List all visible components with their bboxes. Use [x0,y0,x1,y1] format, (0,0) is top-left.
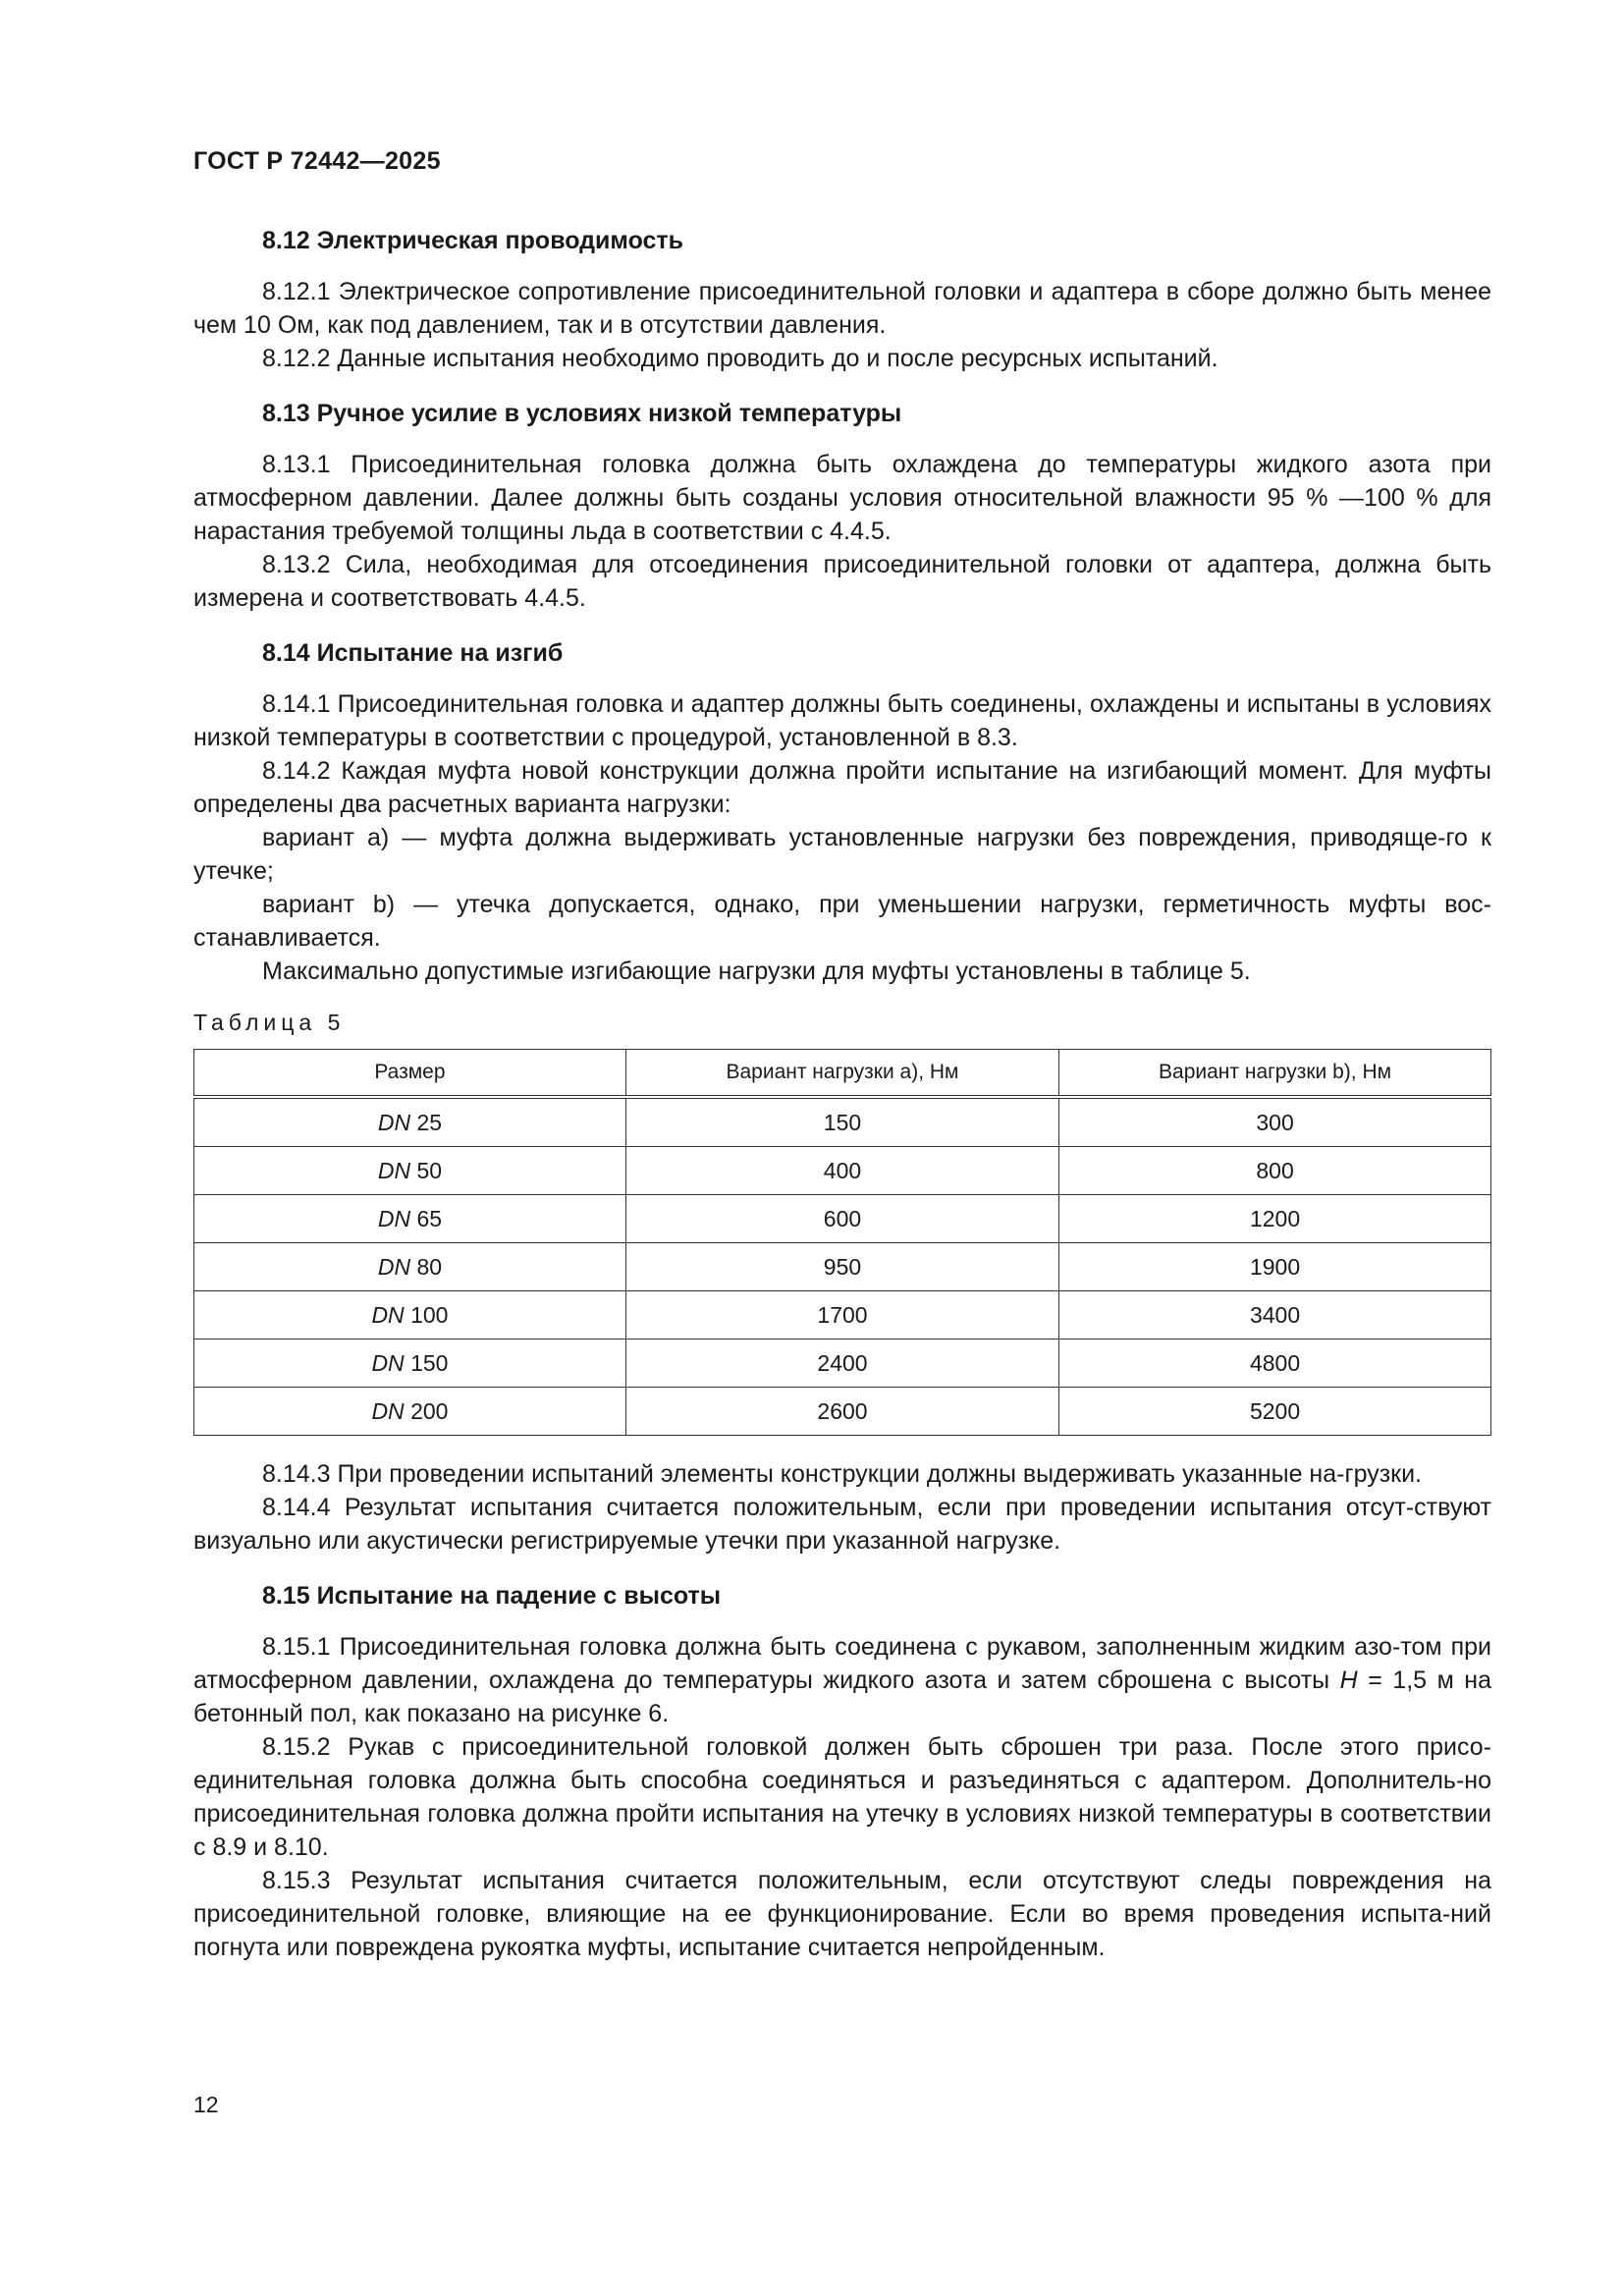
paragraph: 8.12.2 Данные испытания необходимо проводить до и после ресурсных испытаний. [262,345,1218,372]
variant-a-cell: 600 [625,1195,1058,1243]
section-8-14 [193,636,1491,1558]
variant-b-cell: 300 [1059,1097,1491,1147]
paragraph: 8.13.2 Сила, необходимая для отсоединения присоединительной головки от адаптера, должна быть измерена и соответствовать 4.4.5. [193,551,1491,612]
table-row [194,1195,1491,1243]
paragraph-text: 8.15.1 Присоединительная головка должна быть соединена с рукавом, заполненным жидким азо-том при атмосферном давлении, охлаждена до температуры жидкого азота и затем сброшена с высоты [193,1633,1491,1694]
table-caption: Таблица 5 [193,1010,346,1035]
paragraph: вариант а) — муфта должна выдерживать установленные нагрузки без повреждения, приводяще-го к утечке; [193,824,1491,885]
section-title: 8.14 Испытание на изгиб [262,639,564,667]
load-table [193,1049,1491,1436]
table-row [194,1243,1491,1291]
paragraph: 8.14.1 Присоединительная головка и адаптер должны быть соединены, охлаждены и испытаны в условиях низкой температуры в соответствии с процедурой, установленной в 8.3. [193,690,1491,751]
paragraph: 8.12.1 Электрическое сопротивление присоединительной головки и адаптера в сборе должно быть менее чем 10 Ом, как под давлением, так и в отсутствии давления. [193,278,1491,339]
variant-b-cell: 3400 [1059,1291,1491,1339]
dn-label: DN [377,1253,411,1280]
section-title: 8.15 Испытание на падение с высоты [262,1582,722,1610]
variant-b-cell: 1200 [1059,1195,1491,1243]
size-cell [194,1195,626,1243]
table-row [194,1147,1491,1195]
variant-b-cell: 1900 [1059,1243,1491,1291]
size-value: 150 [410,1349,449,1376]
section-title: 8.13 Ручное усилие в условиях низкой температуры [262,400,902,427]
column-header-variant-b: Вариант нагрузки b), Нм [1059,1050,1491,1098]
table-row [194,1097,1491,1147]
variant-a-cell: 400 [625,1147,1058,1195]
variant-a-cell: 1700 [625,1291,1058,1339]
page-number: 12 [193,2092,219,2117]
dn-label: DN [371,1301,405,1328]
size-cell [194,1339,626,1388]
paragraph: вариант b) — утечка допускается, однако, при уменьшении нагрузки, герметичность муфты вос-станавливается. [193,891,1491,952]
section-8-13 [193,397,1491,615]
dn-label: DN [377,1157,411,1183]
paragraph: Максимально допустимые изгибающие нагрузки для муфты установлены в таблице 5. [262,957,1251,985]
paragraph: 8.15.3 Результат испытания считается положительным, если отсутствуют следы повреждения на присоединительной головке, влияющие на ее функционирование. Если во время проведения испыта-ний погнута или повреждена рукоятка муфты, испытание считается непройденным. [193,1867,1491,1961]
paragraph: 8.14.3 При проведении испытаний элементы конструкции должны выдерживать указанные на-грузки. [262,1460,1423,1488]
variant-b-cell: 5200 [1059,1388,1491,1436]
table-row [194,1291,1491,1339]
size-value: 80 [416,1253,443,1280]
size-value: 100 [410,1301,449,1328]
size-value: 25 [416,1109,443,1135]
paragraph: 8.13.1 Присоединительная головка должна быть охлаждена до температуры жидкого азота при атмосферном давлении. Далее должны быть созданы условия относительной влажности 95 % —100 % для нарастания требуемой толщины льда в соответствии с 4.4.5. [193,451,1491,545]
paragraph [193,1630,1491,1730]
size-value: 200 [410,1397,449,1424]
dn-label: DN [371,1349,405,1376]
variant-a-cell: 950 [625,1243,1058,1291]
size-cell [194,1388,626,1436]
table-row [194,1339,1491,1388]
size-cell [194,1291,626,1339]
column-header-size: Размер [194,1050,626,1098]
section-title: 8.12 Электрическая проводимость [262,227,684,254]
size-cell [194,1147,626,1195]
column-header-variant-a: Вариант нагрузки а), Нм [625,1050,1058,1098]
variant-a-cell: 150 [625,1097,1058,1147]
size-cell [194,1097,626,1147]
paragraph: 8.15.2 Рукав с присоединительной головкой должен быть сброшен три раза. После этого присо-единительная головка должна быть способна соединяться и разъединяться с адаптером. Дополнитель-но присоединительная головка должна пройти испытания на утечку в условиях низкой температуры в соответствии с 8.9 и 8.10. [193,1733,1491,1861]
variant-b-cell: 4800 [1059,1339,1491,1388]
size-value: 50 [416,1157,443,1183]
variant-a-cell: 2400 [625,1339,1058,1388]
paragraph: 8.14.4 Результат испытания считается положительным, если при проведении испытания отсут-ствуют визуально или акустически регистрируемые утечки при указанной нагрузке. [193,1494,1491,1555]
document-id: ГОСТ Р 72442—2025 [193,147,441,175]
table-header-row [194,1050,1491,1098]
variant-a-cell: 2600 [625,1388,1058,1436]
height-variable: H [1339,1667,1358,1694]
section-8-12 [193,224,1491,375]
dn-label: DN [377,1205,411,1231]
paragraph: 8.14.2 Каждая муфта новой конструкции должна пройти испытание на изгибающий момент. Для муфты определены два расчетных варианта нагрузки: [193,757,1491,818]
table-row [194,1388,1491,1436]
paragraph-text: = 1,5 м на бетонный пол, как показано на рисунке 6. [193,1667,1491,1727]
document-body [193,224,1491,1964]
dn-label: DN [371,1397,405,1424]
dn-label: DN [377,1109,411,1135]
size-value: 65 [416,1205,443,1231]
section-8-15 [193,1579,1491,1964]
size-cell [194,1243,626,1291]
variant-b-cell: 800 [1059,1147,1491,1195]
